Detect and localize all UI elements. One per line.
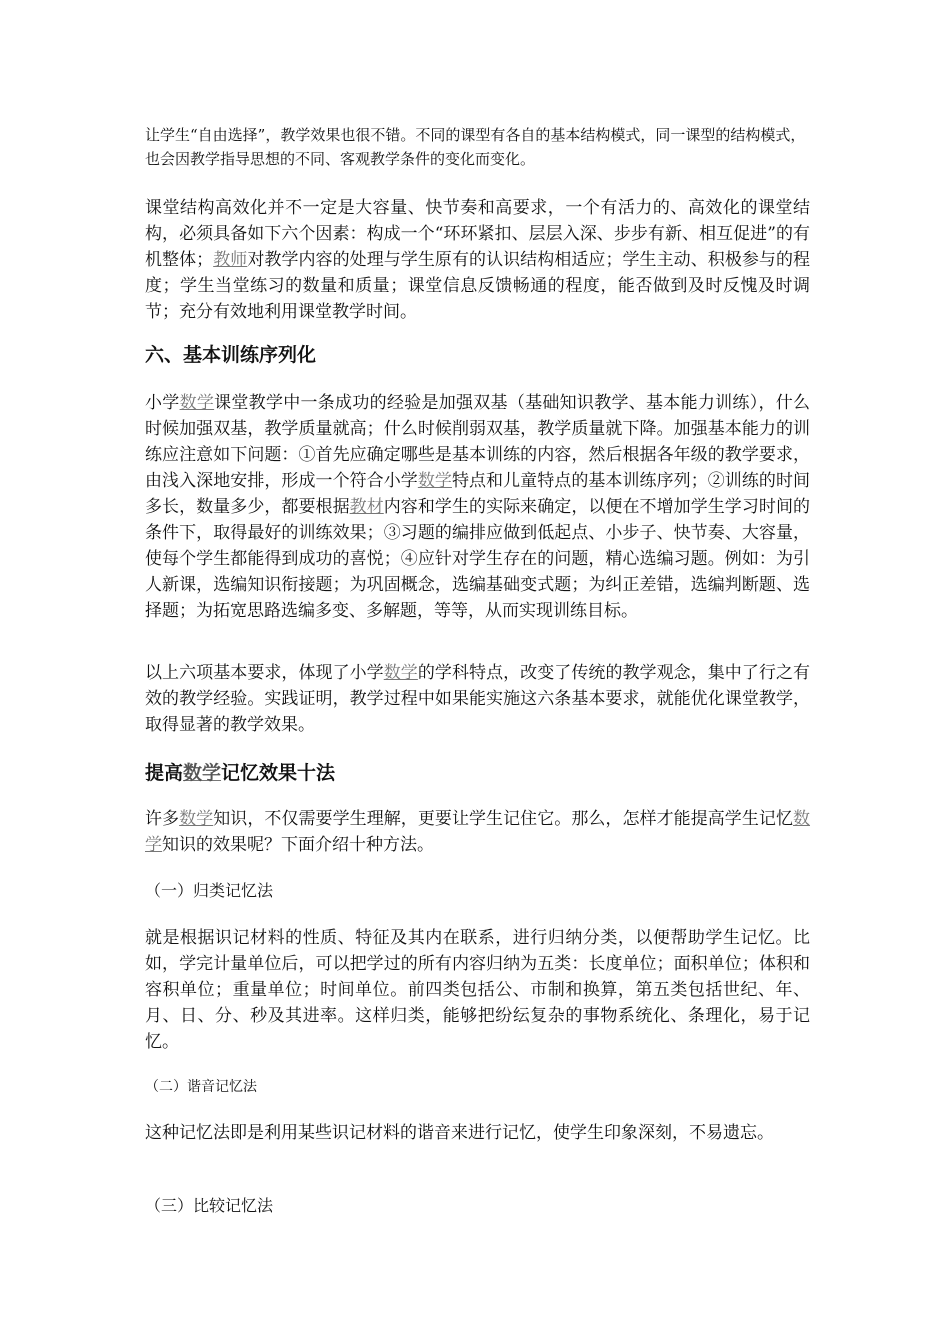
paragraph-summary xyxy=(145,660,810,738)
paragraph-text: 小学 xyxy=(145,393,180,413)
paragraph-homophone xyxy=(145,1120,810,1146)
subheading-homophone: （二）谐音记忆法 xyxy=(145,1079,257,1095)
paragraph-text: 知识，不仅需要学生理解，更要让学生记住它。那么，怎样才能提高学生记忆 xyxy=(213,809,794,829)
link-math[interactable]: 数学 xyxy=(383,663,418,683)
paragraph-text: 以上六项基本要求，体现了小学 xyxy=(145,663,384,683)
paragraph-text: 课堂结构高效化并不一定是大容量、快节奏和高要求，一个有活力的、高效化的课堂结构，必须具备如下六个因素：构成一个“环环紧扣、层层入深、步步有新、相互促进”的有机整体； xyxy=(145,198,810,270)
subheading-comparison: （三）比较记忆法 xyxy=(145,1196,274,1215)
link-math[interactable]: 数学 xyxy=(183,762,222,784)
paragraph-text: 特点和儿童特点的基本训练序列；②训练的时间多长，数量多少，都要根据 xyxy=(145,471,811,517)
paragraph-text: 内容和学生的实际来确定，以便在不增加学生学习时间的条件下，取得最好的训练效果；③习题的编排应做到低起点、小步子、快节奏、大容量，使每个学生都能得到成功的喜悦；④应针对学生存在的问题，精心选编习题。例如：为引人新课，选编知识衔接题；为巩固概念，选编基础变式题；为纠正差错，选编判断题、选择题；为拓宽思路选编多变、多解题，等等，从而实现训练目标。 xyxy=(145,497,811,621)
paragraph-text: 让学生“自由选择”，教学效果也很不错。不同的课型有各自的基本结构模式，同一课型的结构模式，也会因教学指导思想的不同、客观教学条件的变化而变化。 xyxy=(145,126,806,168)
link-teacher[interactable]: 教师 xyxy=(213,250,248,270)
paragraph-text: 知识的效果呢？下面介绍十种方法。 xyxy=(162,835,434,855)
paragraph-basic-training xyxy=(145,390,810,624)
paragraph-text: 课堂教学中一条成功的经验是加强双基（基础知识教学、基本能力训练），什么时候加强双基，教学质量就高；什么时候削弱双基，教学质量就下降。加强基本能力的训练应注意如下问题：①首先应确定哪些是基本训练的内容，然后根据各年级的教学要求，由浅入深地安排，形成一个符合小学 xyxy=(145,393,811,491)
paragraph-text: 这种记忆法即是利用某些识记材料的谐音来进行记忆，使学生印象深刻，不易遗忘。 xyxy=(145,1123,774,1143)
paragraph-efficient-structure xyxy=(145,195,810,325)
subheading-classification: （一）归类记忆法 xyxy=(145,881,274,900)
section-heading-six: 六、基本训练序列化 xyxy=(145,344,317,366)
link-math[interactable]: 数学 xyxy=(179,393,215,413)
paragraph-memory-intro xyxy=(145,806,810,858)
paragraph-text: 就是根据识记材料的性质、特征及其内在联系，进行归纳分类，以便帮助学生记忆。比如，学完计量单位后，可以把学过的所有内容归纳为五类：长度单位；面积单位；体积和容积单位；重量单位；时间单位。前四类包括公、市制和换算，第五类包括世纪、年、月、日、分、秒及其进率。这样归类，能够把纷纭复杂的事物系统化、条理化，易于记忆。 xyxy=(145,928,810,1052)
paragraph-course-structure-intro xyxy=(145,123,810,171)
link-math[interactable]: 数学 xyxy=(145,809,811,855)
link-math[interactable]: 数学 xyxy=(417,471,452,491)
article-heading-memory xyxy=(145,760,810,786)
heading-text: 提高 xyxy=(145,762,184,784)
paragraph-text: 对教学内容的处理与学生原有的认识结构相适应；学生主动、积极参与的程度；学生当堂练习的数量和质量；课堂信息反馈畅通的程度，能否做到及时反愧及时调节；充分有效地利用课堂教学时间。 xyxy=(145,250,811,322)
link-math[interactable]: 数学 xyxy=(179,809,214,829)
paragraph-classification xyxy=(145,925,810,1055)
paragraph-text: 许多 xyxy=(145,809,180,829)
heading-text: 记忆效果十法 xyxy=(221,762,336,784)
paragraph-text: 的学科特点，改变了传统的教学观念，集中了行之有效的教学经验。实践证明，教学过程中如果能实施这六条基本要求，就能优化课堂教学，取得显著的教学效果。 xyxy=(145,663,811,735)
link-textbook[interactable]: 教材 xyxy=(349,497,384,517)
